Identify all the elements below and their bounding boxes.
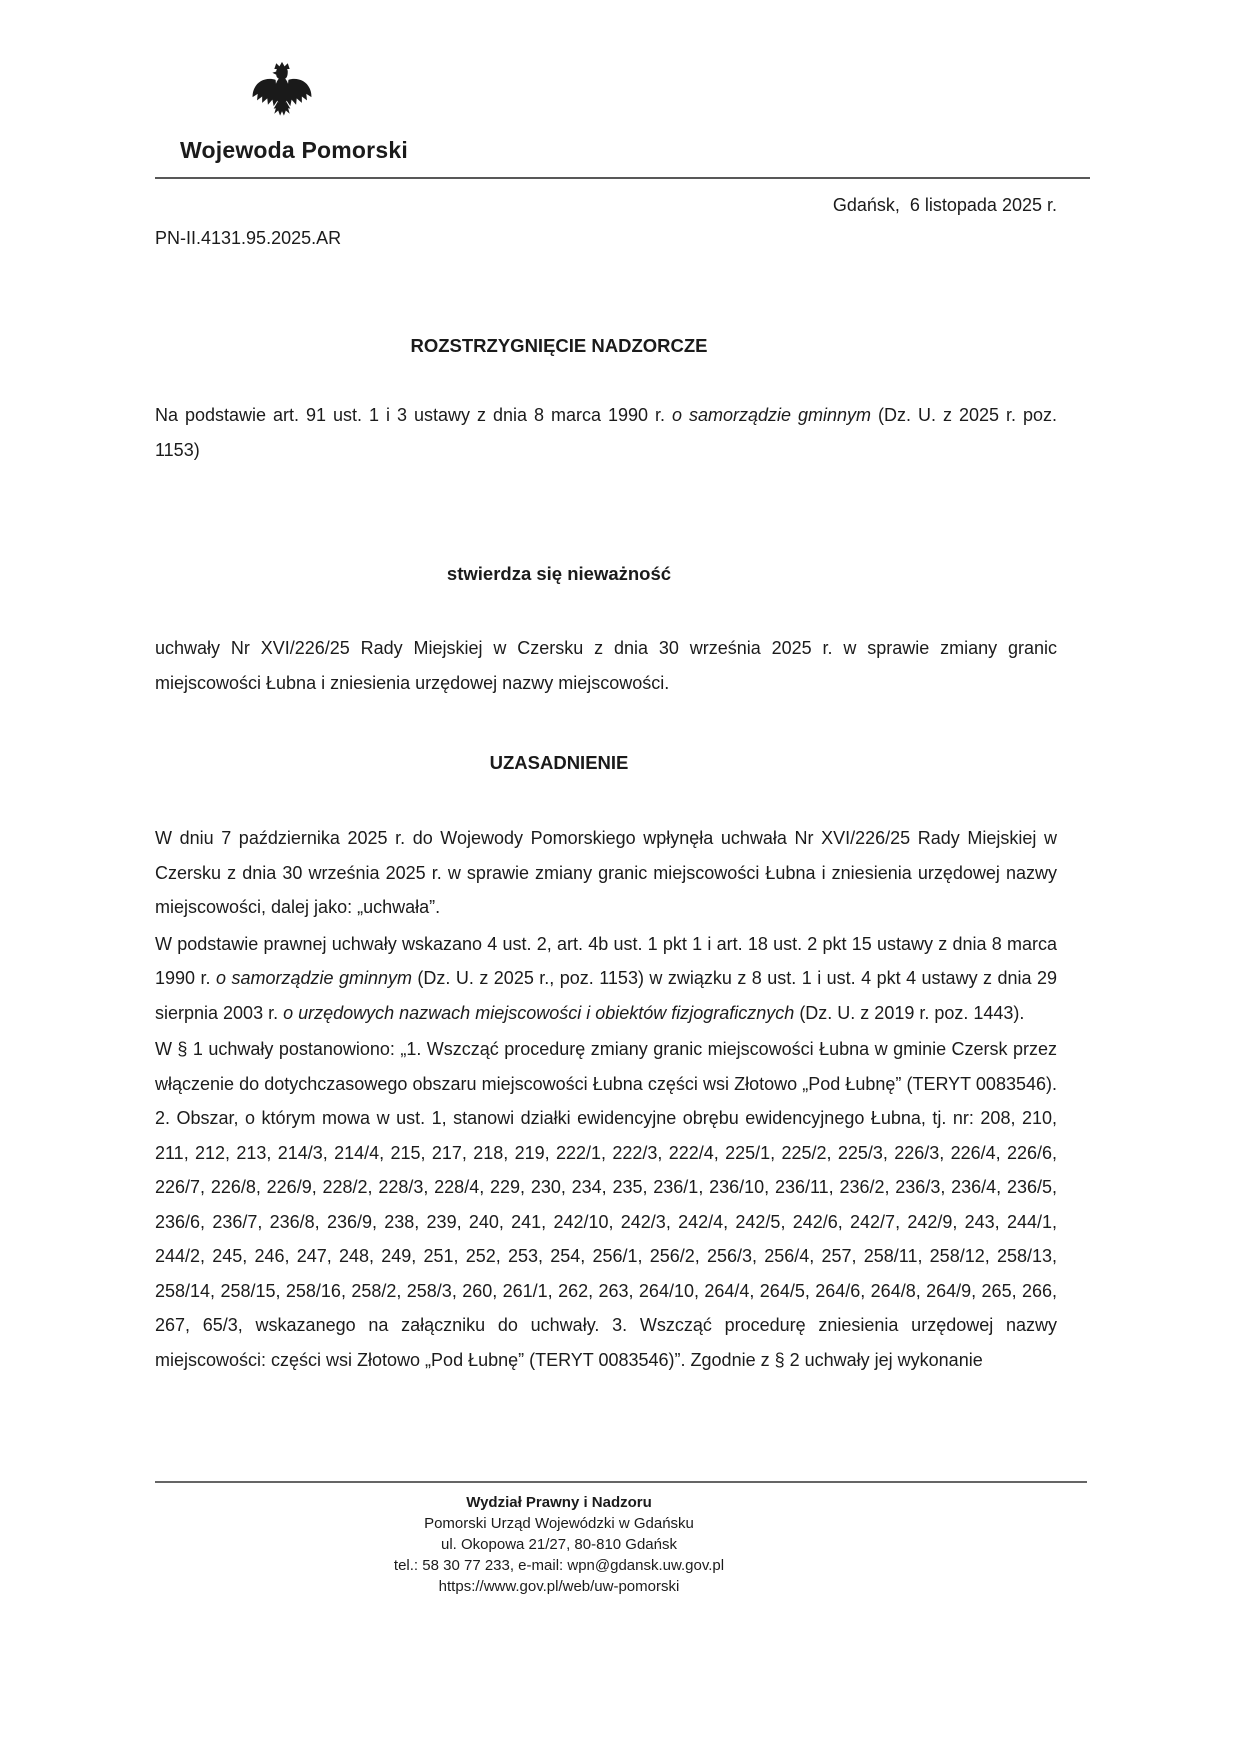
- legal-basis-text-2: (Dz. U. z 2025 r. poz. 1153): [155, 405, 1057, 460]
- decision-heading: stwierdza się nieważność: [446, 563, 672, 584]
- legal-grounds-text-1: W podstawie prawnej uchwały wskazano 4 ust. 2, art. 4b ust. 1 pkt 1 i art. 18 ust. 2 pkt 15 ustawy z dnia 8 marca 1990 r.: [155, 933, 1057, 988]
- reference-number: PN-II.4131.95.2025.AR: [155, 228, 342, 248]
- paragraph-legal-grounds: [155, 927, 1057, 1031]
- legal-grounds-text-3: (Dz. U. z 2019 r. poz. 1443).: [794, 1002, 1025, 1023]
- decision-paragraph: uchwały Nr XVI/226/25 Rady Miejskiej w Czersku z dnia 30 września 2025 r. w sprawie zmiany granic miejscowości Łubna i zniesienia urzędowej nazwy miejscowości.: [155, 638, 1057, 693]
- paragraph-resolution-content: W § 1 uchwały postanowiono: „1. Wszcząć procedurę zmiany granic miejscowości Łubna w gminie Czersk przez włączenie do dotychczasowego obszaru miejscowości Łubna części wsi Złotowo „Pod Łubnę” (TERYT 0083546). 2. Obszar, o którym mowa w ust. 1, stanowi działki ewidencyjne obrębu ewidencyjnego Łubna, tj. nr: 208, 210, 211, 212, 213, 214/3, 214/4, 215, 217, 218, 219, 222/1, 222/3, 222/4, 225/1, 225/2, 225/3, 226/3, 226/4, 226/6, 226/7, 226/8, 226/9, 228/2, 228/3, 228/4, 229, 230, 234, 235, 236/1, 236/10, 236/11, 236/2, 236/3, 236/4, 236/5, 236/6, 236/7, 236/8, 236/9, 238, 239, 240, 241, 242/10, 242/3, 242/4, 242/5, 242/6, 242/7, 242/9, 243, 244/1, 244/2, 245, 246, 247, 248, 249, 251, 252, 253, 254, 256/1, 256/2, 256/3, 256/4, 257, 258/11, 258/12, 258/13, 258/14, 258/15, 258/16, 258/2, 258/3, 260, 261/1, 262, 263, 264/10, 264/4, 264/5, 264/6, 264/8, 264/9, 265, 266, 267, 65/3, wskazanego na załączniku do uchwały. 3. Wszcząć procedurę zniesienia urzędowej nazwy miejscowości: części wsi Złotowo „Pod Łubnę” (TERYT 0083546)”. Zgodnie z § 2 uchwały jej wykonanie: [155, 1039, 1057, 1370]
- legal-grounds-act-name-1: o samorządzie gminnym: [215, 968, 412, 988]
- footer-department: Wydział Prawny i Nadzoru: [466, 1494, 652, 1511]
- institution-name: Wojewoda Pomorski: [180, 137, 408, 163]
- footer: [155, 1492, 963, 1597]
- footer-address: ul. Okopowa 21/27, 80-810 Gdańsk: [441, 1536, 677, 1553]
- legal-basis-text-1: Na podstawie art. 91 ust. 1 i 3 ustawy z dnia 8 marca 1990 r.: [155, 405, 672, 425]
- polish-eagle-emblem-icon: [250, 57, 314, 127]
- footer-contact: tel.: 58 30 77 233, e-mail: wpn@gdansk.uw.gov.pl: [393, 1557, 725, 1574]
- paragraph-resolution-intake: W dniu 7 października 2025 r. do Wojewody Pomorskiego wpłynęła uchwała Nr XVI/226/25 Rady Miejskiej w Czersku z dnia 30 września 2025 r. w sprawie zmiany granic miejscowości Łubna i zniesienia urzędowej nazwy miejscowości, dalej jako: „uchwała”.: [155, 828, 1057, 917]
- header-divider: [155, 177, 1090, 179]
- document-title: ROZSTRZYGNIĘCIE NADZORCZE: [410, 335, 708, 356]
- place-and-date: Gdańsk, 6 listopada 2025 r.: [832, 195, 1057, 215]
- footer-divider: [155, 1481, 1087, 1483]
- legal-basis-paragraph: [155, 398, 1057, 467]
- legal-grounds-act-name-2: o urzędowych nazwach miejscowości i obiektów fizjograficznych: [283, 1002, 795, 1023]
- footer-office: Pomorski Urząd Wojewódzki w Gdańsku: [424, 1515, 694, 1532]
- legal-grounds-text-2: (Dz. U. z 2025 r., poz. 1153) w związku z 8 ust. 1 i ust. 4 pkt 4 ustawy z dnia 29 sierpnia 2003 r.: [155, 968, 1058, 1023]
- footer-website: https://www.gov.pl/web/uw-pomorski: [438, 1578, 680, 1595]
- legal-basis-act-name: o samorządzie gminnym: [671, 405, 872, 425]
- justification-heading: UZASADNIENIE: [489, 752, 629, 773]
